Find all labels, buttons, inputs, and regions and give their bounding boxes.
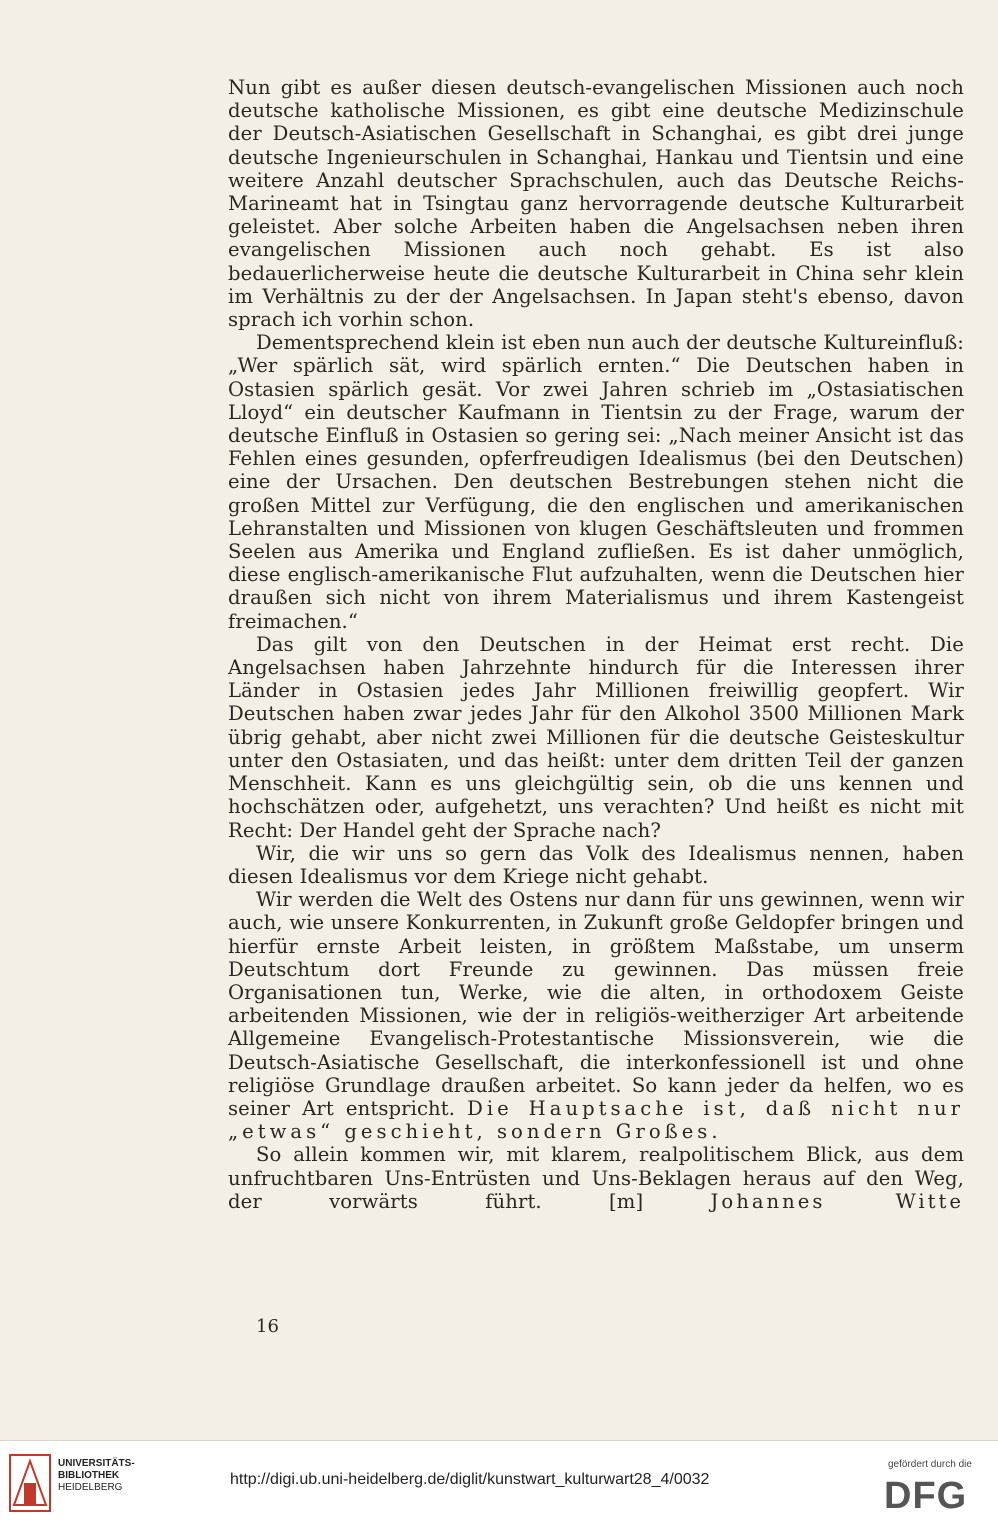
paragraph-6-text: So allein kommen wir, mit klarem, realpolitischem Blick, aus dem unfruchtbaren Uns-Entrüsten und Uns-Beklagen heraus auf den Weg, der vorwärts führt. [m] bbox=[228, 1143, 964, 1213]
emphasized-sentence: Die Hauptsache ist, daß nicht nur „etwas“ geschieht, sondern Großes. bbox=[228, 1096, 964, 1144]
page-number: 16 bbox=[256, 1316, 279, 1337]
paragraph-5 bbox=[228, 888, 964, 1143]
author-signature: Johannes Witte bbox=[710, 1189, 964, 1213]
funded-by-label: gefördert durch die bbox=[888, 1459, 972, 1470]
article-text bbox=[228, 76, 964, 1213]
digitization-footer bbox=[0, 1440, 998, 1527]
library-name: UNIVERSITÄTS- BIBLIOTHEK HEIDELBERG bbox=[58, 1458, 135, 1493]
university-library-logo bbox=[8, 1453, 52, 1513]
paragraph-5-text: Wir werden die Welt des Ostens nur dann für uns gewinnen, wenn wir auch, wie unsere Konkurrenten, in Zukunft große Geldopfer bringen und hierfür ernste Arbeit leisten, in größtem Maßstabe, um unserm Deutschtum dort Freunde zu gewinnen. Das müssen freie Organisationen tun, Werke, wie die alten, in orthodoxem Geiste arbeitenden Missionen, wie der in religiös-weitherziger Art arbeitende Allgemeine Evangelisch-Protestantische Missionsverein, wie die Deutsch-Asiatische Gesellschaft, die interkonfessionell ist und ohne religiöse Grundlage draußen arbeitet. So kann jeder da helfen, wo es seiner Art entspricht. bbox=[228, 888, 964, 1120]
paragraph-6 bbox=[228, 1143, 964, 1213]
paragraph-2: Dementsprechend klein ist eben nun auch der deutsche Kultureinfluß: „Wer spärlich sät, wird spärlich ernten.“ Die Deutschen haben in Ostasien spärlich gesät. Vor zwei Jahren schrieb im „Ostasiatischen Lloyd“ ein deutscher Kaufmann in Tientsin zu der Frage, warum der deutsche Einfluß in Ostasien so gering sei: „Nach meiner Ansicht ist das Fehlen eines gesunden, opferfreudigen Idealismus (bei den Deutschen) eine der Ursachen. Den deutschen Bestrebungen stehen nicht die großen Mittel zur Verfügung, die den englischen und amerikanischen Lehranstalten und Missionen von klugen Geschäftsleuten und frommen Seelen aus Amerika und England zufließen. Es ist daher unmöglich, diese englisch-amerikanische Flut aufzuhalten, wenn die Deutschen hier draußen sich nicht von ihrem Materialismus und ihrem Kastengeist freimachen.“ bbox=[228, 331, 964, 633]
paragraph-3: Das gilt von den Deutschen in der Heimat erst recht. Die Angelsachsen haben Jahrzehnte hindurch für die Interessen ihrer Länder in Ostasien jedes Jahr Millionen freiwillig geopfert. Wir Deutschen haben zwar jedes Jahr für den Alkohol 3500 Millionen Mark übrig gehabt, aber nicht zwei Millionen für die deutsche Geisteskultur unter den Ostasiaten, und das heißt: unter dem dritten Teil der ganzen Menschheit. Kann es uns gleichgültig sein, ob die uns kennen und hochschätzen oder, aufgehetzt, uns verachten? Und heißt es nicht mit Recht: Der Handel geht der Sprache nach? bbox=[228, 632, 964, 842]
permalink-url[interactable]: http://digi.ub.uni-heidelberg.de/diglit/kunstwart_kulturwart28_4/0032 bbox=[230, 1471, 710, 1488]
dfg-logo: DFG bbox=[884, 1475, 968, 1517]
paragraph-4: Wir, die wir uns so gern das Volk des Idealismus nennen, haben diesen Idealismus vor dem Kriege nicht gehabt. bbox=[228, 841, 964, 888]
paragraph-1: Nun gibt es außer diesen deutsch-evangelischen Missionen auch noch deutsche katholische Missionen, es gibt eine deutsche Medizinschule der Deutsch-Asiatischen Gesellschaft in Schanghai, es gibt drei junge deutsche Ingenieurschulen in Schanghai, Hankau und Tientsin und eine weitere Anzahl deutscher Sprachschulen, auch das Deutsche Reichs-Marineamt hat in Tsingtau ganz hervorragende deutsche Kulturarbeit geleistet. Aber solche Arbeiten haben die Angelsachsen neben ihren evangelischen Missionen auch noch gehabt. Es ist also bedauerlicherweise heute die deutsche Kulturarbeit in China sehr klein im Verhältnis zu der der Angelsachsen. In Japan steht's ebenso, davon sprach ich vorhin schon. bbox=[228, 76, 964, 332]
